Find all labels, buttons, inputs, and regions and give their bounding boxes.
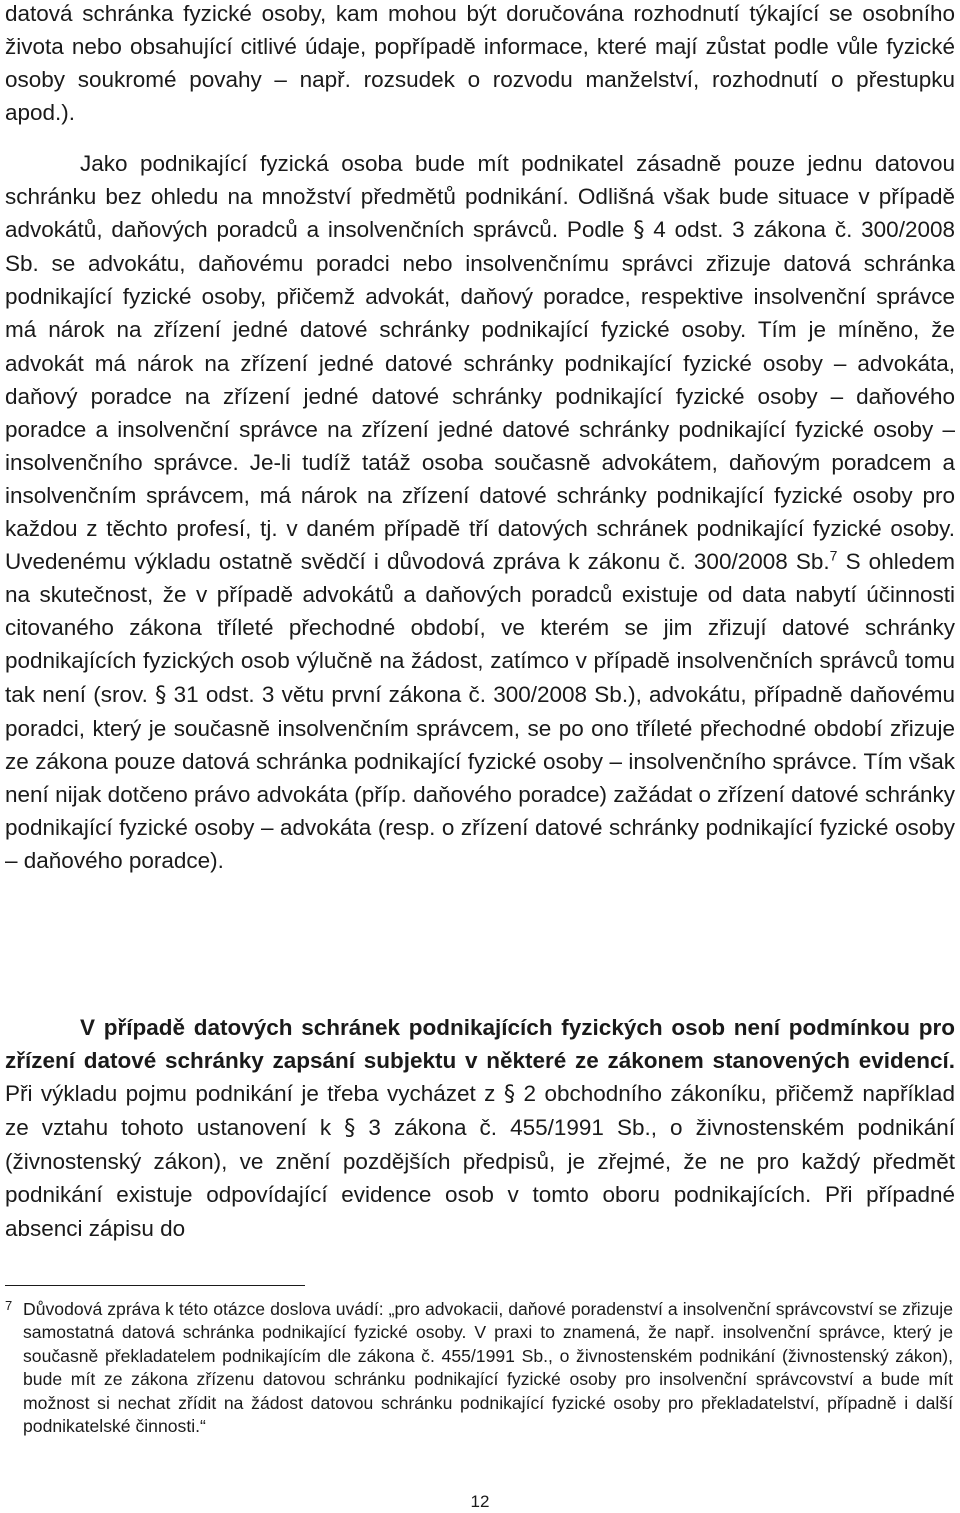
paragraph-continuation: [5, 0, 955, 129]
footnote-number: 7: [5, 1298, 13, 1313]
footnote-reference[interactable]: 7: [829, 547, 838, 564]
section-sign: §: [344, 1115, 356, 1142]
section-sign: §: [633, 217, 645, 244]
footnote-text: Důvodová zpráva k této otázce doslova uvádí: „pro advokacii, daňové poradenství a insolvenční správcovství se zřizuje samostatná datová schránka podnikající fyzické osoby. V praxi to znamená, že např. insolvenční správce, který je současně překladatelem podnikajícím dle zákona č. 455/1991 Sb., o živnostenském podnikání (živnostenský zákon), bude mít ze zákona zřízenu datovou schránku podnikající fyzické osoby pro insolvenční správcovství a bude mít možnost si nechat zřídit na žádost datovou schránku podnikající fyzické osoby pro překladatelství, případně i další podnikatelské činnosti.“: [23, 1299, 953, 1437]
footnote-divider: [5, 1285, 305, 1286]
footnote: [5, 1298, 953, 1438]
section-sign: §: [503, 1081, 516, 1108]
page-number: 12: [470, 1492, 490, 1511]
paragraph-advocates: Jako podnikající fyzická osoba bude mít podnikatel zásadně pouze jednu datovou schránku bez ohledu na množství předmětů podnikání. Odlišná však bude situace v případě advokátů, daňových poradců a insolvenčních správců. Podle § 4 odst. 3 zákona č. 300/2008 Sb. se advokátu, daňovému poradci nebo insolvenčnímu správci zřizuje datová schránka podnikající fyzické osoby, přičemž advokát, daňový poradce, respektive insolvenční správce má nárok na zřízení jedné datové schránky podnikající fyzické osoby. Tím je míněno, že advokát má nárok na zřízení jedné datové schránky podnikající fyzické osoby – advokáta, daňový poradce na zřízení jedné datové schránky podnikající fyzické osoby – daňového poradce a insolvenční správce na zřízení jedné datové schránky podnikající fyzické osoby – insolvenčního správce. Je-li tudíž tatáž osoba současně advokátem, daňovým poradcem a insolvenčním správcem, má nárok na zřízení datové schránky podnikající fyzické osoby pro každou z těchto profesí, tj. v daném případě tří datových schránek podnikající fyzické osoby. Uvedenému výkladu ostatně svědčí i důvodová zpráva k zákonu č. 300/2008 Sb.$^7$ S ohledem na skutečnost, že v případě advokátů a daňových poradců existuje od data nabytí účinnosti citovaného zákona tříleté přechodné období, ve kterém se jim zřizují datové schránky podnikajících fyzických osob výlučně na žádost, zatímco v případě insolvenčních správců tomu tak není (srov. § 31 odst. 3 větu první zákona č. 300/2008 Sb.), advokátu, případně daňovému poradci, který je současně insolvenčním správcem, se po ono tříleté přechodné období zřizuje ze zákona pouze datová schránka podnikající fyzické osoby – insolvenčního správce. Tím však není nijak dotčeno právo advokáta (příp. daňového poradce) zažádat o zřízení datové schránky podnikající fyzické osoby – advokáta (resp. o zřízení datové schránky podnikající fyzické osoby – daňového poradce).: [5, 151, 956, 873]
section-sign: §: [155, 681, 167, 708]
bold-statement: V případě datových schránek podnikajících fyzických osob není podmínkou pro zřízení datové schránky zapsání subjektu v některé ze zákonem stanovených evidencí.: [5, 1015, 955, 1074]
paragraph-registration: V případě datových schránek podnikajících fyzických osob není podmínkou pro zřízení datové schránky zapsání subjektu v některé ze zákonem stanovených evidencí. Při výkladu pojmu podnikání je třeba vycházet z § 2 obchodního zákoníku, přičemž například ze vztahu tohoto ustanovení k § 3 zákona č. 455/1991 Sb., o živnostenském podnikání (živnostenský zákon), ve znění pozdějších předpisů, je zřejmé, že ne pro každý předmět podnikání existuje odpovídající evidence osob v tomto oboru podnikajících. Při případné absenci zápisu do: [5, 1015, 955, 1241]
paragraph-text: datová schránka fyzické osoby, kam mohou být doručována rozhodnutí týkající se osobního života nebo obsahující citlivé údaje, popřípadě informace, které mají zůstat podle vůle fyzické osoby soukromé povahy – např. rozsudek o rozvodu manželství, rozhodnutí o přestupku apod.).: [5, 1, 955, 126]
